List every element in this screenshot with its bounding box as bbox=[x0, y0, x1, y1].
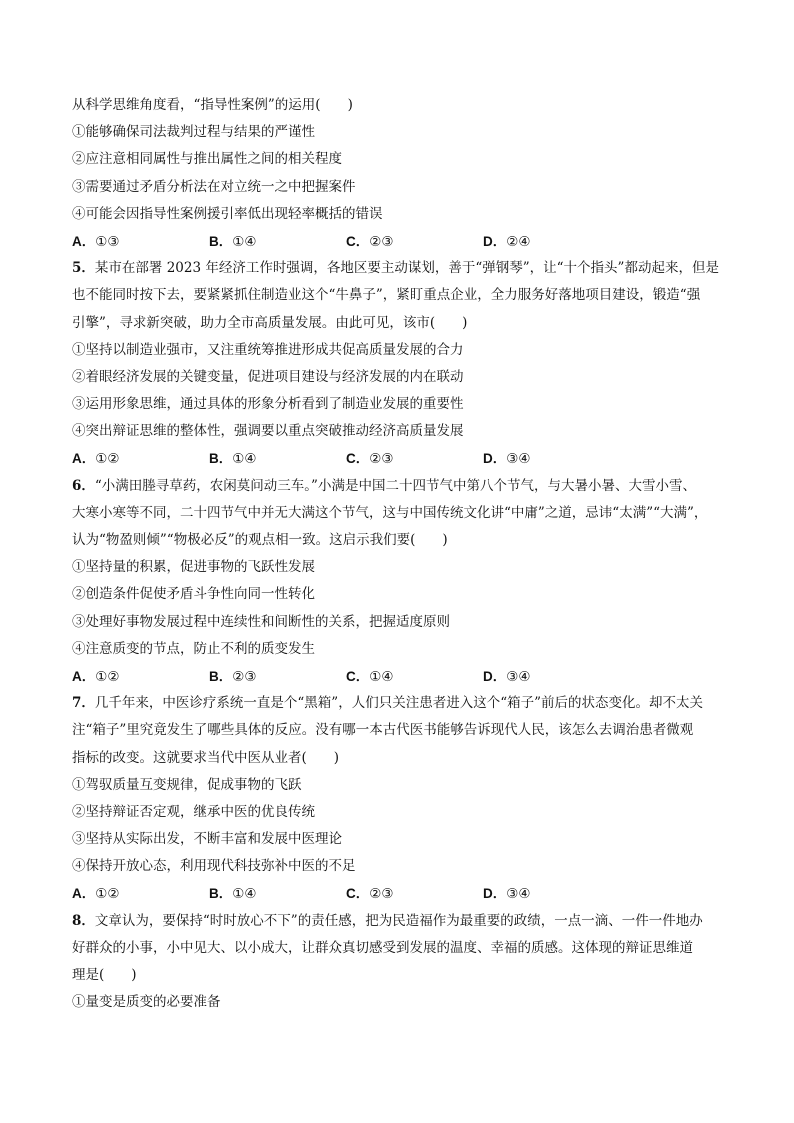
question-stem-line bbox=[72, 908, 724, 935]
question-text: 文章认为，要保持“时时放心不下”的责任感，把为民造福作为最重要的政绩，一点一滴、一件一件地办 bbox=[94, 912, 703, 929]
answer-choices bbox=[72, 663, 724, 690]
question-stem-line: 大寒小寒等不同，二十四节气中并无大满这个节气，这与中国传统文化讲“中庸”之道，忌讳“太满”“大满”， bbox=[72, 504, 708, 521]
choice-a[interactable] bbox=[72, 663, 209, 690]
choice-letter: D． bbox=[483, 668, 507, 684]
option-3: ③运用形象思维，通过具体的形象分析看到了制造业发展的重要性 bbox=[72, 396, 464, 413]
question-stem-line: 认为“物盈则倾”“物极必反”的观点相一致。这启示我们要( ) bbox=[72, 532, 448, 548]
question-8 bbox=[72, 908, 724, 1017]
option-1: ①坚持量的积累，促进事物的飞跃性发展 bbox=[72, 559, 315, 576]
answer-choices bbox=[72, 228, 724, 255]
choice-letter: A． bbox=[72, 886, 96, 902]
question-stem-line: 好群众的小事，小中见大、以小成大，让群众真切感受到发展的温度、幸福的质感。这体现的辩证思维道 bbox=[72, 939, 693, 956]
choice-letter: D． bbox=[483, 451, 507, 467]
choice-b[interactable] bbox=[209, 228, 346, 255]
option-2: ②坚持辩证否定观，继承中医的优良传统 bbox=[72, 803, 315, 820]
choice-letter: B． bbox=[209, 233, 233, 249]
question-number: 5． bbox=[72, 260, 95, 277]
choice-c[interactable] bbox=[346, 880, 483, 907]
choice-c[interactable] bbox=[346, 228, 483, 255]
choice-value: ③④ bbox=[506, 451, 531, 468]
choice-letter: A． bbox=[72, 451, 96, 467]
choice-value: ①③ bbox=[95, 233, 120, 250]
choice-c[interactable] bbox=[346, 663, 483, 690]
choice-d[interactable] bbox=[483, 228, 530, 255]
answer-choices bbox=[72, 880, 724, 907]
choice-letter: A． bbox=[72, 668, 96, 684]
option-1: ①驾驭质量互变规律，促成事物的飞跃 bbox=[72, 776, 302, 793]
choice-b[interactable] bbox=[209, 445, 346, 472]
option-3: ③需要通过矛盾分析法在对立统一之中把握案件 bbox=[72, 178, 356, 195]
choice-value: ③④ bbox=[506, 886, 531, 903]
option-1: ①能够确保司法裁判过程与结果的严谨性 bbox=[72, 124, 315, 141]
choice-value: ②③ bbox=[369, 886, 394, 903]
option-2: ②应注意相同属性与推出属性之间的相关程度 bbox=[72, 151, 342, 168]
option-4: ④保持开放心态，利用现代科技弥补中医的不足 bbox=[72, 858, 356, 875]
question-7 bbox=[72, 690, 724, 908]
choice-value: ①④ bbox=[369, 668, 394, 685]
choice-value: ②③ bbox=[369, 233, 394, 250]
page-content bbox=[72, 92, 724, 1016]
choice-letter: B． bbox=[209, 451, 233, 467]
option-4: ④注意质变的节点，防止不利的质变发生 bbox=[72, 640, 315, 657]
option-1: ①量变是质变的必要准备 bbox=[72, 994, 221, 1011]
question-stem-line bbox=[72, 690, 724, 717]
question-stem-line bbox=[72, 473, 724, 500]
choice-a[interactable] bbox=[72, 445, 209, 472]
choice-letter: D． bbox=[483, 233, 507, 249]
question-4-tail bbox=[72, 92, 724, 255]
choice-c[interactable] bbox=[346, 445, 483, 472]
choice-value: ①② bbox=[95, 668, 120, 685]
choice-letter: D． bbox=[483, 886, 507, 902]
option-4: ④突出辩证思维的整体性，强调要以重点突破推动经济高质量发展 bbox=[72, 423, 464, 440]
choice-d[interactable] bbox=[483, 663, 530, 690]
option-3: ③处理好事物发展过程中连续性和间断性的关系，把握适度原则 bbox=[72, 613, 450, 630]
choice-value: ②③ bbox=[232, 668, 257, 685]
question-stem-line: 注“箱子”里究竟发生了哪些具体的反应。没有哪一本古代医书能够告诉现代人民，该怎么去调治患者微观 bbox=[72, 722, 694, 739]
choice-value: ①④ bbox=[232, 451, 257, 468]
question-number: 8． bbox=[72, 912, 95, 929]
question-stem-line: 引擎”，寻求新突破，助力全市高质量发展。由此可见，该市( ) bbox=[72, 314, 468, 331]
choice-b[interactable] bbox=[209, 880, 346, 907]
choice-value: ①④ bbox=[232, 886, 257, 903]
question-stem-line: 指标的改变。这就要求当代中医从业者( ) bbox=[72, 749, 340, 766]
option-3: ③坚持从实际出发，不断丰富和发展中医理论 bbox=[72, 831, 342, 848]
option-2: ②创造条件促使矛盾斗争性向同一性转化 bbox=[72, 586, 315, 603]
choice-value: ①② bbox=[95, 886, 120, 903]
question-text: 某市在部署 2023 年经济工作时强调，各地区要主动谋划，善于“弹钢琴”，让“十个指头”都动起来，但是 bbox=[94, 260, 719, 277]
choice-d[interactable] bbox=[483, 445, 530, 472]
question-stem-line: 从科学思维角度看，“指导性案例”的运用( ) bbox=[72, 97, 353, 113]
question-stem-line: 理是( ) bbox=[72, 967, 137, 983]
option-1: ①坚持以制造业强市，又注重统筹推进形成共促高质量发展的合力 bbox=[72, 341, 464, 358]
answer-choices bbox=[72, 445, 724, 472]
choice-d[interactable] bbox=[483, 880, 530, 907]
choice-value: ②③ bbox=[369, 451, 394, 468]
choice-letter: A． bbox=[72, 233, 96, 249]
choice-letter: C． bbox=[346, 233, 370, 249]
question-6 bbox=[72, 473, 724, 691]
choice-letter: C． bbox=[346, 451, 370, 467]
choice-value: ①④ bbox=[232, 233, 257, 250]
choice-a[interactable] bbox=[72, 880, 209, 907]
option-4: ④可能会因指导性案例援引率低出现轻率概括的错误 bbox=[72, 205, 383, 222]
choice-a[interactable] bbox=[72, 228, 209, 255]
option-2: ②着眼经济发展的关键变量，促进项目建设与经济发展的内在联动 bbox=[72, 368, 464, 385]
choice-letter: B． bbox=[209, 886, 233, 902]
choice-value: ②④ bbox=[506, 233, 531, 250]
question-text: “小满田塍寻草药，农闲莫问动三车。”小满是中国二十四节气中第八个节气，与大暑小暑、大雪小雪、 bbox=[94, 477, 696, 494]
question-number: 7． bbox=[72, 695, 95, 712]
choice-letter: C． bbox=[346, 668, 370, 684]
question-stem-line bbox=[72, 255, 724, 282]
question-stem-line: 也不能同时按下去，要紧紧抓住制造业这个“牛鼻子”，紧盯重点企业，全力服务好落地项目建设，锻造“强 bbox=[72, 287, 701, 304]
choice-letter: C． bbox=[346, 886, 370, 902]
choice-b[interactable] bbox=[209, 663, 346, 690]
question-5 bbox=[72, 255, 724, 473]
question-number: 6． bbox=[72, 477, 95, 494]
choice-value: ①② bbox=[95, 451, 120, 468]
choice-letter: B． bbox=[209, 668, 233, 684]
choice-value: ③④ bbox=[506, 668, 531, 685]
question-text: 几千年来，中医诊疗系统一直是个“黑箱”，人们只关注患者进入这个“箱子”前后的状态变化。却不太关 bbox=[94, 695, 704, 712]
